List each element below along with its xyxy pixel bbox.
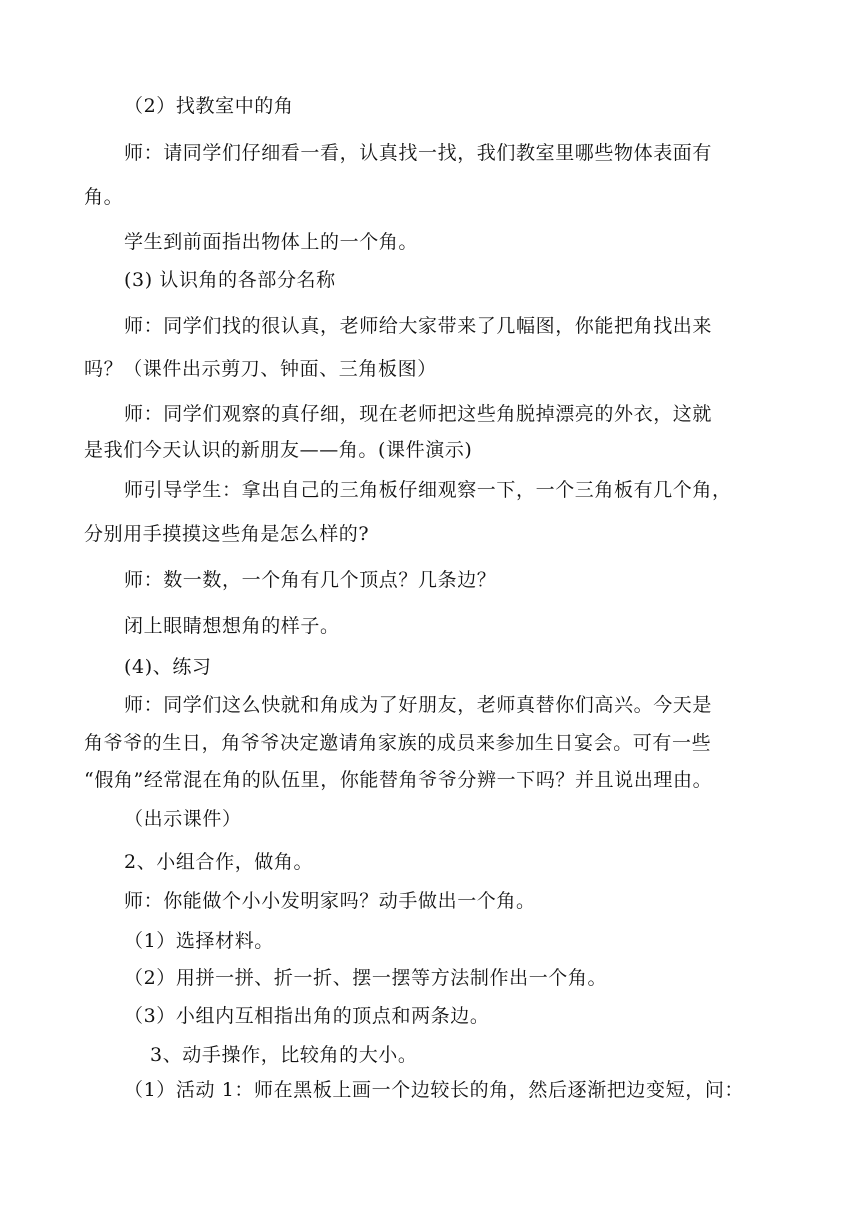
- text-line: 闭上眼睛想想角的样子。: [124, 615, 340, 637]
- text-line: 师：同学们找的很认真，老师给大家带来了几幅图，你能把角找出来: [124, 315, 713, 337]
- text-line: 2、小组合作，做角。: [124, 851, 314, 873]
- text-line: （1）选择材料。: [124, 930, 274, 952]
- text-line: （3）小组内互相指出角的顶点和两条边。: [124, 1005, 490, 1027]
- text-line: 师：你能做个小小发明家吗？动手做出一个角。: [124, 890, 536, 912]
- text-line: （1）活动 1：师在黑板上画一个边较长的角，然后逐渐把边变短，问：: [124, 1079, 745, 1101]
- text-line: 师：请同学们仔细看一看，认真找一找，我们教室里哪些物体表面有: [124, 142, 713, 164]
- text-line: 师：数一数，一个角有几个顶点？几条边？: [124, 569, 497, 591]
- text-line: 师引导学生：拿出自己的三角板仔细观察一下，一个三角板有几个角，: [124, 479, 732, 501]
- text-line: （2）用拼一拼、折一折、摆一摆等方法制作出一个角。: [124, 967, 608, 989]
- text-line: (4)、练习: [124, 656, 212, 678]
- text-line: 学生到前面指出物体上的一个角。: [124, 231, 419, 253]
- text-line: 师：同学们这么快就和角成为了好朋友，老师真替你们高兴。今天是: [124, 694, 713, 716]
- text-line: 3、动手操作，比较角的大小。: [150, 1044, 418, 1066]
- text-line: （2）找教室中的角: [124, 95, 294, 117]
- text-line: 角。: [84, 186, 124, 208]
- text-line: 是我们今天认识的新朋友——角。(课件演示): [84, 439, 473, 461]
- text-line: 分别用手摸摸这些角是怎么样的?: [84, 523, 370, 545]
- text-line: （出示课件）: [124, 808, 242, 830]
- text-line: “假角”经常混在角的队伍里，你能替角爷爷分辨一下吗？并且说出理由。: [84, 769, 713, 791]
- text-line: 师：同学们观察的真仔细，现在老师把这些角脱掉漂亮的外衣，这就: [124, 403, 713, 425]
- text-line: 吗？（课件出示剪刀、钟面、三角板图）: [84, 358, 437, 380]
- text-line: 角爷爷的生日，角爷爷决定邀请角家族的成员来参加生日宴会。可有一些: [84, 732, 712, 754]
- text-line: (3) 认识角的各部分名称: [124, 269, 336, 291]
